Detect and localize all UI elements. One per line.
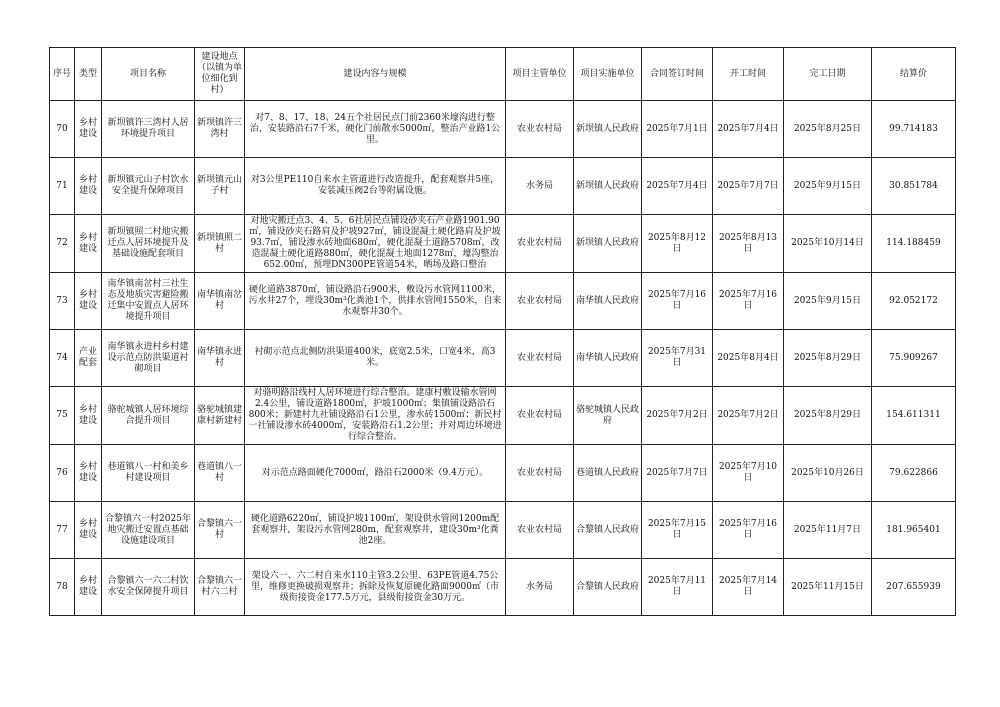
cell-price: 181.965401 — [872, 502, 956, 559]
table-row — [50, 445, 956, 502]
cell-type: 乡村建设 — [75, 215, 102, 273]
cell-type: 乡村建设 — [75, 387, 102, 445]
cell-implementer: 南华镇人民政府 — [574, 273, 642, 330]
cell-name: 新坝镇照二村地灾搬迁点人居环境提升及基础设施配套项目 — [102, 215, 195, 273]
cell-name: 合黎镇六一六二村饮水安全保障提升项目 — [102, 559, 195, 616]
table-row — [50, 215, 956, 273]
cell-end-date: 2025年9月15日 — [784, 273, 872, 330]
cell-seq: 75 — [50, 387, 75, 445]
header-seq: 序号 — [50, 48, 75, 101]
cell-location: 南华镇永进村 — [195, 330, 245, 387]
cell-location: 新坝镇照二村 — [195, 215, 245, 273]
cell-name: 南华镇南岔村三社生态及地质灾害避险搬迁集中安置点人居环境提升项目 — [102, 273, 195, 330]
table-row — [50, 101, 956, 158]
cell-department: 农业农村局 — [506, 101, 574, 158]
table-row — [50, 502, 956, 559]
table-row — [50, 559, 956, 616]
cell-price: 30.851784 — [872, 158, 956, 215]
header-type: 类型 — [75, 48, 102, 101]
cell-implementer: 新坝镇人民政府 — [574, 158, 642, 215]
cell-department: 水务局 — [506, 559, 574, 616]
table-row — [50, 387, 956, 445]
cell-end-date: 2025年8月29日 — [784, 387, 872, 445]
cell-seq: 73 — [50, 273, 75, 330]
cell-start-date: 2025年7月16日 — [713, 273, 784, 330]
cell-type: 乡村建设 — [75, 445, 102, 502]
cell-start-date: 2025年7月2日 — [713, 387, 784, 445]
cell-implementer: 新坝镇人民政府 — [574, 215, 642, 273]
header-location: 建设地点（以镇为单位细化到村） — [195, 48, 245, 101]
table-row — [50, 273, 956, 330]
cell-department: 农业农村局 — [506, 273, 574, 330]
cell-name: 新坝镇许三湾村人居环境提升项目 — [102, 101, 195, 158]
cell-price: 154.611311 — [872, 387, 956, 445]
cell-name: 合黎镇六一村2025年地灾搬迁安置点基础设施建设项目 — [102, 502, 195, 559]
cell-price: 114.188459 — [872, 215, 956, 273]
cell-end-date: 2025年8月29日 — [784, 330, 872, 387]
cell-department: 水务局 — [506, 158, 574, 215]
table-header-row — [50, 48, 956, 101]
cell-location: 合黎镇六一村 — [195, 502, 245, 559]
cell-sign-date: 2025年7月11日 — [642, 559, 713, 616]
cell-type: 乡村建设 — [75, 101, 102, 158]
cell-name: 南华镇永进村乡村建设示范点防洪渠道衬砌项目 — [102, 330, 195, 387]
header-end-date: 完工日期 — [784, 48, 872, 101]
header-price: 结算价 — [872, 48, 956, 101]
cell-content: 硬化道路6220㎡，铺设护坡1100㎡，架设供水管网1200m配套观察井，架设污水管网280m，配套观察井，建设30m³化粪池2座。 — [245, 502, 506, 559]
cell-sign-date: 2025年7月16日 — [642, 273, 713, 330]
cell-seq: 71 — [50, 158, 75, 215]
cell-content: 对骆明路沿线村人居环境进行综合整治。建康村敷设输水管网2.4公里，铺设道路1800㎡，护坡1000㎡；集镇铺设路沿石800米；新建村九社铺设路沿石1公里，渗水砖1500㎡；新民村一社铺设渗水砖4000㎡，安装路沿石1.2公里；并对周边环境进行综合整治。 — [245, 387, 506, 445]
cell-price: 207.655939 — [872, 559, 956, 616]
header-implementer: 项目实施单位 — [574, 48, 642, 101]
cell-location: 合黎镇六一村六二村 — [195, 559, 245, 616]
cell-start-date: 2025年8月13日 — [713, 215, 784, 273]
header-department: 项目主管单位 — [506, 48, 574, 101]
cell-seq: 77 — [50, 502, 75, 559]
cell-sign-date: 2025年7月1日 — [642, 101, 713, 158]
cell-end-date: 2025年8月25日 — [784, 101, 872, 158]
cell-start-date: 2025年8月4日 — [713, 330, 784, 387]
cell-location: 南华镇南岔村 — [195, 273, 245, 330]
cell-start-date: 2025年7月7日 — [713, 158, 784, 215]
cell-department: 农业农村局 — [506, 330, 574, 387]
cell-location: 骆驼城镇建康村新建村 — [195, 387, 245, 445]
cell-end-date: 2025年11月15日 — [784, 559, 872, 616]
header-sign-date: 合同签订时间 — [642, 48, 713, 101]
cell-department: 农业农村局 — [506, 445, 574, 502]
cell-content: 架设六一、六二村自来水110主管3.2公里、63PE管道4.75公里，维修更换破损观察井；拆除及恢复原硬化路面9000㎡（市级衔接资金177.5万元，县级衔接资金30万元。 — [245, 559, 506, 616]
cell-implementer: 巷道镇人民政府 — [574, 445, 642, 502]
cell-seq: 76 — [50, 445, 75, 502]
cell-sign-date: 2025年8月12日 — [642, 215, 713, 273]
cell-content: 对地灾搬迁点3、4、5、6社居民点铺设砂夹石产业路1901.90㎡，铺设砂夹石路肩及护坡927㎡，铺设混凝土硬化路肩及护坡93.7㎡，铺设渗水砖地面680㎡，硬化混凝土道路5708㎡，改造混凝土硬化道路880㎡，硬化混凝土地面1278㎡，壕沟整治652.00㎡，预埋DN300PE管道54米，晒场及路口整治 — [245, 215, 506, 273]
cell-name: 骆驼城镇人居环境综合提升项目 — [102, 387, 195, 445]
cell-end-date: 2025年9月15日 — [784, 158, 872, 215]
cell-content: 对3公里PE110自来水主管道进行改造提升，配套观察井5座，安装减压阀2台等附属设施。 — [245, 158, 506, 215]
cell-department: 农业农村局 — [506, 215, 574, 273]
cell-name: 新坝镇元山子村饮水安全提升保障项目 — [102, 158, 195, 215]
cell-end-date: 2025年10月14日 — [784, 215, 872, 273]
cell-sign-date: 2025年7月31日 — [642, 330, 713, 387]
cell-implementer: 南华镇人民政府 — [574, 330, 642, 387]
cell-seq: 78 — [50, 559, 75, 616]
cell-location: 巷道镇八一村 — [195, 445, 245, 502]
table-row — [50, 158, 956, 215]
cell-seq: 74 — [50, 330, 75, 387]
cell-implementer: 合黎镇人民政府 — [574, 502, 642, 559]
cell-type: 产业配套 — [75, 330, 102, 387]
cell-implementer: 合黎镇人民政府 — [574, 559, 642, 616]
header-start-date: 开工时间 — [713, 48, 784, 101]
cell-price: 79.622866 — [872, 445, 956, 502]
cell-location: 新坝镇元山子村 — [195, 158, 245, 215]
cell-content: 对示范点路面硬化7000㎡，路沿石2000米（9.4万元）。 — [245, 445, 506, 502]
cell-price: 99.714183 — [872, 101, 956, 158]
cell-price: 92.052172 — [872, 273, 956, 330]
cell-type: 乡村建设 — [75, 273, 102, 330]
cell-department: 农业农村局 — [506, 502, 574, 559]
cell-start-date: 2025年7月10日 — [713, 445, 784, 502]
cell-type: 乡村建设 — [75, 502, 102, 559]
cell-content: 对7、8、17、18、24五个社居民点门前2360米壕沟进行整治，安装路沿石7千米，硬化门前散水5000㎡，整治产业路1公里。 — [245, 101, 506, 158]
cell-content: 硬化道路3870㎡，铺设路沿石900米，敷设污水管网1100米，污水井27个，埋设30m³化粪池1个，供排水管网1550米，自来水观察井30个。 — [245, 273, 506, 330]
cell-sign-date: 2025年7月4日 — [642, 158, 713, 215]
projects-table — [49, 47, 956, 616]
header-content: 建设内容与规模 — [245, 48, 506, 101]
cell-price: 75.909267 — [872, 330, 956, 387]
cell-start-date: 2025年7月14日 — [713, 559, 784, 616]
cell-sign-date: 2025年7月15日 — [642, 502, 713, 559]
cell-content: 衬砌示范点北侧防洪渠道400米，底宽2.5米，口宽4米，高3米。 — [245, 330, 506, 387]
cell-implementer: 骆驼城镇人民政府 — [574, 387, 642, 445]
cell-type: 乡村建设 — [75, 158, 102, 215]
cell-implementer: 新坝镇人民政府 — [574, 101, 642, 158]
header-name: 项目名称 — [102, 48, 195, 101]
cell-sign-date: 2025年7月2日 — [642, 387, 713, 445]
cell-end-date: 2025年10月26日 — [784, 445, 872, 502]
cell-seq: 72 — [50, 215, 75, 273]
cell-start-date: 2025年7月4日 — [713, 101, 784, 158]
cell-seq: 70 — [50, 101, 75, 158]
cell-sign-date: 2025年7月7日 — [642, 445, 713, 502]
cell-department: 农业农村局 — [506, 387, 574, 445]
table-row — [50, 330, 956, 387]
cell-end-date: 2025年11月7日 — [784, 502, 872, 559]
cell-start-date: 2025年7月16日 — [713, 502, 784, 559]
cell-type: 乡村建设 — [75, 559, 102, 616]
cell-location: 新坝镇许三湾村 — [195, 101, 245, 158]
cell-name: 巷道镇八一村和美乡村建设项目 — [102, 445, 195, 502]
